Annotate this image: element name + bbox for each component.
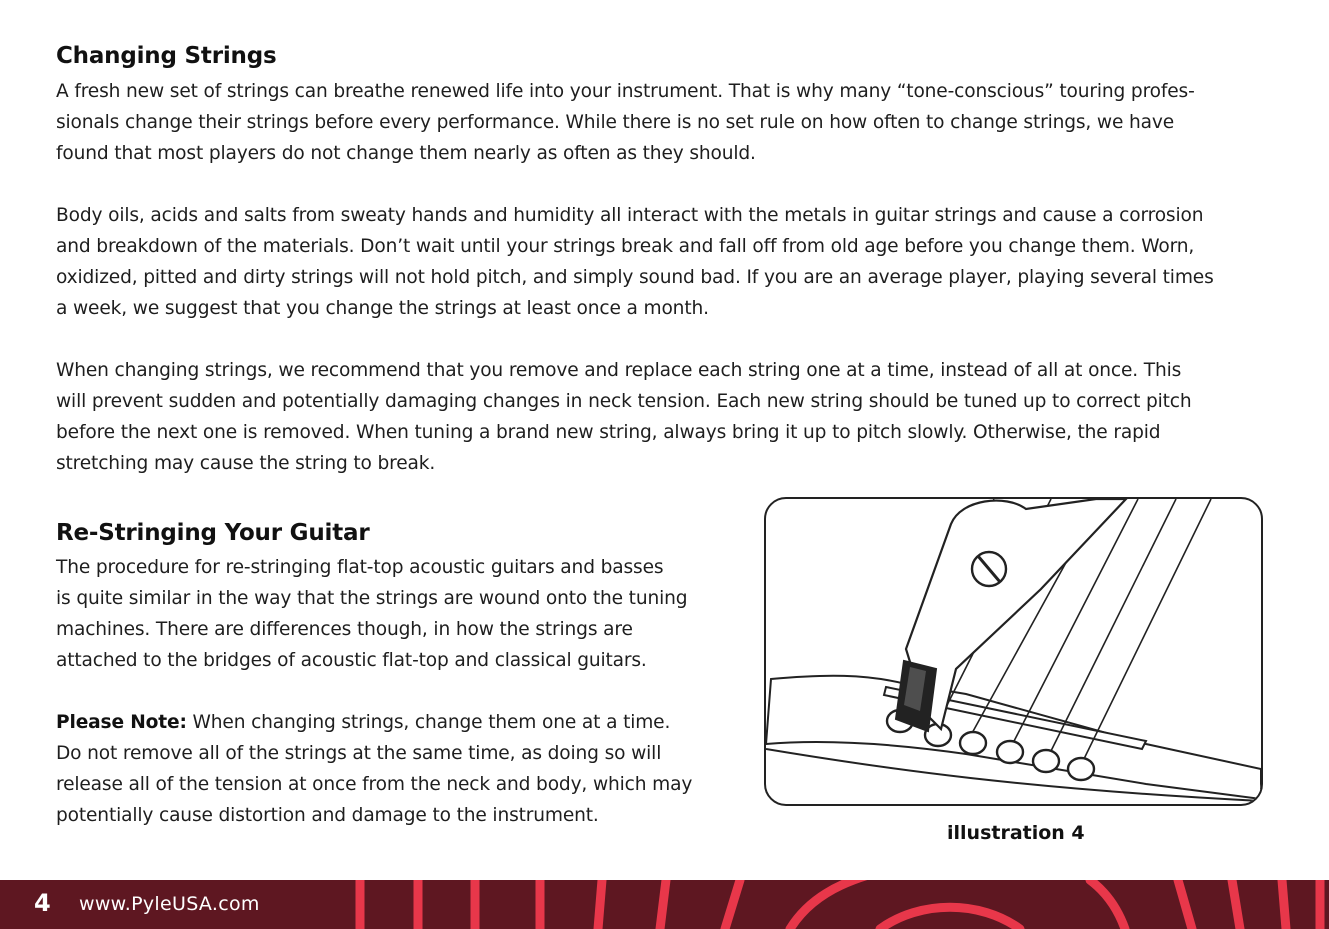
paragraph-3	[56, 355, 1192, 479]
paragraph-restringing	[56, 552, 687, 676]
bridge-drawing	[766, 499, 1261, 804]
guitar-bridge-illustration	[764, 497, 1263, 806]
text-line: release all of the tension at once from the neck and body, which may	[56, 774, 693, 795]
section-title-changing-strings: Changing Strings	[56, 43, 277, 69]
paragraph-2	[56, 200, 1214, 324]
text-line: stretching may cause the string to break.	[56, 453, 436, 474]
string-line	[1081, 499, 1211, 765]
text-line: found that most players do not change them nearly as often as they should.	[56, 143, 756, 164]
text-line	[56, 707, 692, 738]
illustration-caption: illustration 4	[947, 822, 1085, 844]
please-note-paragraph	[56, 707, 692, 831]
text-line: The procedure for re-stringing flat-top acoustic guitars and basses	[56, 557, 664, 578]
text-line: a week, we suggest that you change the strings at least once a month.	[56, 298, 709, 319]
text-line: A fresh new set of strings can breathe renewed life into your instrument. That is why many “tone-conscious” touring profes-	[56, 81, 1195, 102]
paragraph-1	[56, 76, 1195, 169]
text-line: attached to the bridges of acoustic flat-top and classical guitars.	[56, 650, 647, 671]
text-line: Body oils, acids and salts from sweaty hands and humidity all interact with the metals in guitar strings and cause a corrosion	[56, 205, 1204, 226]
note-text: When changing strings, change them one at a time.	[186, 712, 671, 733]
section-title-re-stringing: Re-Stringing Your Guitar	[56, 520, 370, 546]
bridge-outline	[766, 676, 1261, 799]
text-line: will prevent sudden and potentially damaging changes in neck tension. Each new string should be tuned up to correct pitch	[56, 391, 1192, 412]
text-line: Do not remove all of the strings at the same time, as doing so will	[56, 743, 662, 764]
page-number: 4	[34, 889, 51, 917]
text-line: before the next one is removed. When tuning a brand new string, always bring it up to pitch slowly. Otherwise, the rapid	[56, 422, 1161, 443]
footer-bar	[0, 880, 1329, 929]
text-line: sionals change their strings before every performance. While there is no set rule on how often to change strings, we have	[56, 112, 1175, 133]
text-line: and breakdown of the materials. Don’t wait until your strings break and fall off from old age before you change them. Worn,	[56, 236, 1195, 257]
string-winder-tool	[906, 499, 1126, 729]
please-note-label: Please Note:	[56, 712, 187, 733]
text-line: When changing strings, we recommend that you remove and replace each string one at a time, instead of all at once. This	[56, 360, 1182, 381]
text-line: potentially cause distortion and damage to the instrument.	[56, 805, 599, 826]
text-line: machines. There are differences though, in how the strings are	[56, 619, 633, 640]
text-line: is quite similar in the way that the strings are wound onto the tuning	[56, 588, 688, 609]
text-line: oxidized, pitted and dirty strings will not hold pitch, and simply sound bad. If you are an average player, playing several times	[56, 267, 1214, 288]
website-link[interactable]: www.PyleUSA.com	[79, 893, 260, 915]
